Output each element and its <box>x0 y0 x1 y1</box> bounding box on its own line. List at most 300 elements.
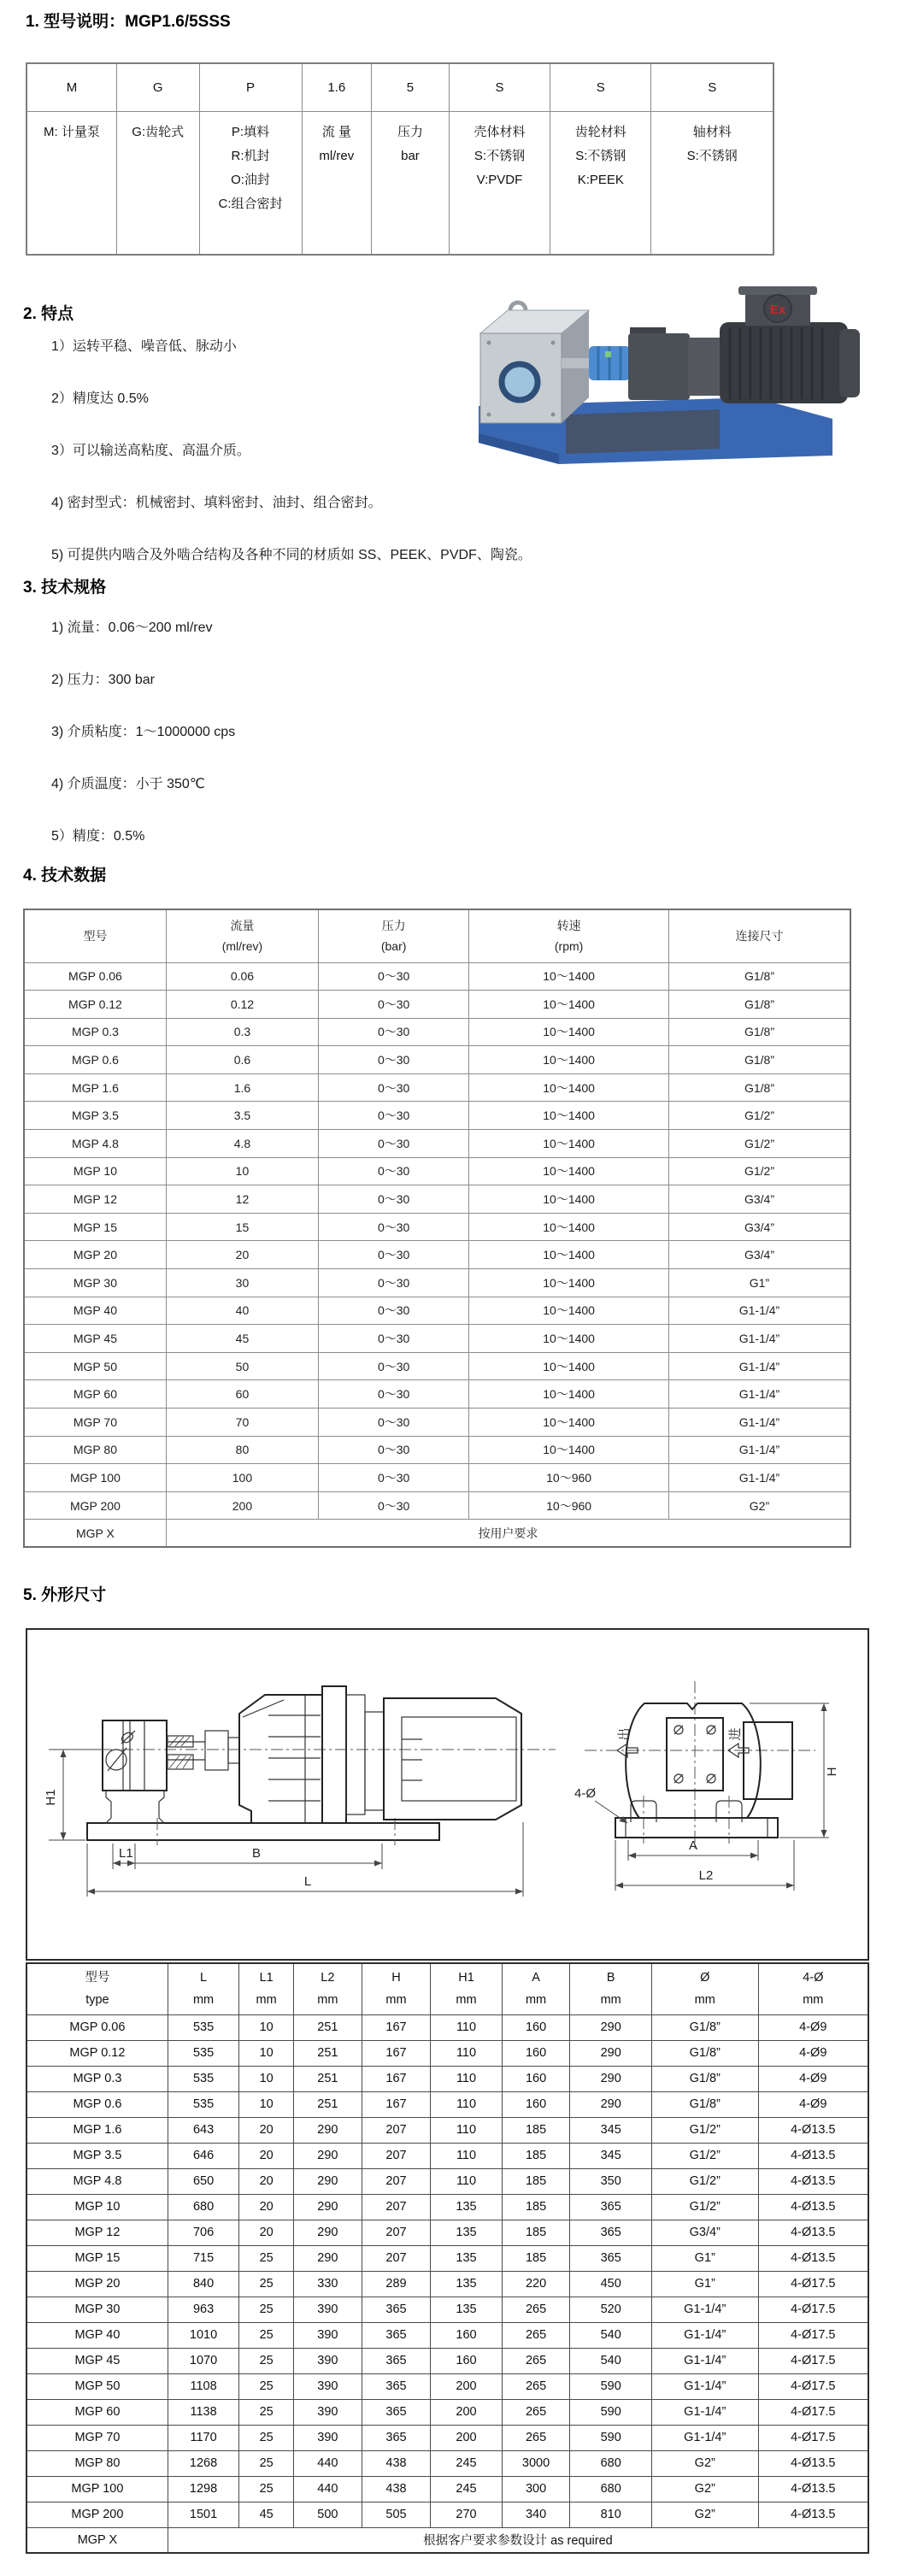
dimensions-table <box>26 1962 869 2554</box>
table-cell: 135 <box>431 2194 502 2220</box>
table-cell: 4-Ø17.5 <box>758 2271 868 2297</box>
table-cell: 440 <box>294 2476 362 2502</box>
table-cell: 270 <box>431 2502 502 2527</box>
table-cell: 25 <box>239 2399 294 2425</box>
table-cell: 10～1400 <box>469 1102 669 1130</box>
table-cell: 10～960 <box>469 1464 669 1492</box>
table-cell: 0～30 <box>319 1491 469 1520</box>
table-row <box>24 1297 850 1325</box>
table-cell: G1/2” <box>668 1157 850 1185</box>
table-cell: 110 <box>431 2091 502 2117</box>
table-cell: MGP 80 <box>24 1436 166 1464</box>
table-cell: 0～30 <box>319 1464 469 1492</box>
table-cell: 10～1400 <box>469 1185 669 1214</box>
custom-row <box>24 1520 850 1548</box>
table-row <box>26 2194 868 2220</box>
table-cell: 110 <box>431 2168 502 2194</box>
table-cell: 110 <box>431 2117 502 2143</box>
table-cell: 20 <box>239 2168 294 2194</box>
table-cell: G1” <box>651 2245 758 2271</box>
table-row <box>24 991 850 1019</box>
table-cell: 350 <box>570 2168 652 2194</box>
table-cell: 185 <box>502 2220 570 2245</box>
table-cell: 0～30 <box>319 1018 469 1046</box>
inlet-label: 进 <box>728 1727 743 1741</box>
table-cell: 290 <box>294 2194 362 2220</box>
table-cell: 80 <box>166 1436 318 1464</box>
table-row <box>24 1380 850 1409</box>
table-cell: 535 <box>168 2091 238 2117</box>
table-cell: MGP 20 <box>26 2271 168 2297</box>
table-cell: 265 <box>502 2348 570 2373</box>
table-cell: 290 <box>294 2220 362 2245</box>
table-cell: 60 <box>166 1380 318 1409</box>
table-cell: 167 <box>362 2091 431 2117</box>
table-cell: 590 <box>570 2373 652 2399</box>
table-cell: 500 <box>294 2502 362 2527</box>
table-cell: G1-1/4” <box>668 1409 850 1437</box>
table-cell: 0.6 <box>166 1046 318 1074</box>
table-cell: MGP 1.6 <box>26 2117 168 2143</box>
column-header: 流量 (ml/rev) <box>166 909 318 962</box>
table-cell: 390 <box>294 2348 362 2373</box>
table-cell: MGP 20 <box>24 1241 166 1269</box>
table-cell: MGP 60 <box>26 2399 168 2425</box>
table-cell: 0～30 <box>319 1130 469 1158</box>
table-cell: 185 <box>502 2194 570 2220</box>
table-cell: 10 <box>239 2040 294 2066</box>
table-cell: 25 <box>239 2322 294 2348</box>
table-cell: 440 <box>294 2450 362 2476</box>
table-row <box>26 2348 868 2373</box>
table-cell: 4-Ø9 <box>758 2091 868 2117</box>
table-cell: G1” <box>668 1269 850 1297</box>
table-cell: 963 <box>168 2297 238 2322</box>
column-header: H mm <box>362 1963 431 2014</box>
table-cell: 680 <box>168 2194 238 2220</box>
table-cell: 0～30 <box>319 1185 469 1214</box>
table-cell: 135 <box>431 2220 502 2245</box>
table-cell: 0～30 <box>319 962 469 991</box>
column-header: B mm <box>570 1963 652 2014</box>
technical-data-table <box>23 909 851 1548</box>
table-cell: 200 <box>166 1491 318 1520</box>
table-cell: 330 <box>294 2271 362 2297</box>
code-meaning-cell: 齿轮材料 S:不锈钢 K:PEEK <box>550 111 651 255</box>
table-cell: G1-1/4” <box>668 1325 850 1353</box>
table-cell: MGP 30 <box>26 2297 168 2322</box>
table-cell: 4.8 <box>166 1130 318 1158</box>
table-cell: 0～30 <box>319 991 469 1019</box>
table-cell: 0.06 <box>166 962 318 991</box>
table-cell: 10 <box>166 1157 318 1185</box>
column-header: 连接尺寸 <box>668 909 850 962</box>
table-cell: 25 <box>239 2373 294 2399</box>
table-cell: MGP 70 <box>24 1409 166 1437</box>
table-cell: 680 <box>570 2450 652 2476</box>
column-header: 型号 <box>24 909 166 962</box>
table-cell: 680 <box>570 2476 652 2502</box>
dim-label-h1: H1 <box>44 1789 58 1806</box>
table-cell: 1298 <box>168 2476 238 2502</box>
ex-label: Ex <box>769 303 786 317</box>
column-header: 压力 (bar) <box>319 909 469 962</box>
table-cell: G3/4” <box>668 1213 850 1241</box>
code-meaning-cell: M: 计量泵 <box>26 111 116 255</box>
table-cell: 207 <box>362 2168 431 2194</box>
table-cell: 1070 <box>168 2348 238 2373</box>
table-cell: G1/8” <box>651 2066 758 2091</box>
table-cell: MGP 10 <box>24 1157 166 1185</box>
table-cell: 540 <box>570 2322 652 2348</box>
table-cell: 365 <box>362 2425 431 2450</box>
table-cell: MGP 60 <box>24 1380 166 1409</box>
table-cell: MGP 40 <box>26 2322 168 2348</box>
table-cell: G3/4” <box>668 1241 850 1269</box>
table-cell: 4-Ø13.5 <box>758 2220 868 2245</box>
table-cell: 4-Ø17.5 <box>758 2425 868 2450</box>
table-cell: MGP 0.6 <box>26 2091 168 2117</box>
table-cell: 290 <box>570 2091 652 2117</box>
table-cell: 0～30 <box>319 1352 469 1380</box>
table-cell: 4-Ø13.5 <box>758 2502 868 2527</box>
table-cell: 135 <box>431 2297 502 2322</box>
table-cell: 365 <box>362 2348 431 2373</box>
table-cell: 10～1400 <box>469 962 669 991</box>
table-cell: MGP 0.06 <box>24 962 166 991</box>
list-item: 4) 密封型式：机械密封、填料密封、油封、组合密封。 <box>51 496 382 510</box>
table-row <box>24 1046 850 1074</box>
table-cell: 3000 <box>502 2450 570 2476</box>
column-header: 型号 type <box>26 1963 168 2014</box>
table-cell: 10 <box>239 2066 294 2091</box>
table-cell: 0～30 <box>319 1102 469 1130</box>
table-cell: G1-1/4” <box>651 2322 758 2348</box>
table-cell: 1268 <box>168 2450 238 2476</box>
table-row <box>26 2220 868 2245</box>
table-cell: 4-Ø13.5 <box>758 2194 868 2220</box>
code-meaning-cell: 压力 bar <box>372 111 450 255</box>
table-cell: 0～30 <box>319 1436 469 1464</box>
list-item: 1) 流量：0.06～200 ml/rev <box>51 620 213 635</box>
table-row <box>26 2450 868 2476</box>
table-cell: 840 <box>168 2271 238 2297</box>
table-cell: 4-Ø17.5 <box>758 2297 868 2322</box>
table-cell: 4-Ø17.5 <box>758 2399 868 2425</box>
table-cell: 200 <box>431 2373 502 2399</box>
table-cell: G1/2” <box>668 1130 850 1158</box>
table-cell: MGP 1.6 <box>24 1073 166 1102</box>
table-cell: 20 <box>239 2143 294 2168</box>
table-cell: MGP 0.3 <box>26 2066 168 2091</box>
table-row <box>24 1325 850 1353</box>
table-row <box>26 2168 868 2194</box>
table-cell: 290 <box>570 2040 652 2066</box>
table-cell: 4-Ø13.5 <box>758 2476 868 2502</box>
table-cell: G1-1/4” <box>668 1380 850 1409</box>
table-cell: 340 <box>502 2502 570 2527</box>
table-cell: 20 <box>239 2194 294 2220</box>
table-cell: 200 <box>431 2425 502 2450</box>
table-cell: MGP 4.8 <box>26 2168 168 2194</box>
table-cell: MGP 0.12 <box>24 991 166 1019</box>
table-row <box>26 2091 868 2117</box>
table-cell: 10～1400 <box>469 1157 669 1185</box>
table-cell: 10～1400 <box>469 1213 669 1241</box>
table-cell: 0～30 <box>319 1297 469 1325</box>
table-cell: G2” <box>651 2476 758 2502</box>
table-cell: 706 <box>168 2220 238 2245</box>
column-header: L2 mm <box>294 1963 362 2014</box>
table-cell: 110 <box>431 2066 502 2091</box>
table-cell: 20 <box>239 2117 294 2143</box>
table-cell: 251 <box>294 2040 362 2066</box>
code-meaning-cell: 壳体材料 S:不锈钢 V:PVDF <box>449 111 550 255</box>
table-cell: G1-1/4” <box>668 1297 850 1325</box>
table-cell: 290 <box>570 2066 652 2091</box>
table-cell: 390 <box>294 2373 362 2399</box>
table-cell: MGP 3.5 <box>26 2143 168 2168</box>
features-list <box>51 335 532 596</box>
list-item: 4) 介质温度：小于 350℃ <box>51 777 205 791</box>
table-cell: 160 <box>502 2091 570 2117</box>
table-cell: 20 <box>239 2220 294 2245</box>
table-cell: 643 <box>168 2117 238 2143</box>
dim-label-l2: L2 <box>698 1868 714 1883</box>
table-cell: 10～1400 <box>469 1130 669 1158</box>
table-cell: MGP 100 <box>26 2476 168 2502</box>
table-cell: 10～1400 <box>469 1269 669 1297</box>
table-cell: 207 <box>362 2245 431 2271</box>
column-header: 4-Ø mm <box>758 1963 868 2014</box>
table-row <box>26 2399 868 2425</box>
column-header: L1 mm <box>239 1963 294 2014</box>
table-cell: MGP 0.3 <box>24 1018 166 1046</box>
table-cell: G1/8” <box>651 2040 758 2066</box>
outline-drawing-svg <box>27 1630 868 1959</box>
table-cell: 1138 <box>168 2399 238 2425</box>
table-cell: 520 <box>570 2297 652 2322</box>
table-cell: MGP 100 <box>24 1464 166 1492</box>
table-cell: 160 <box>502 2014 570 2040</box>
code-header: 5 <box>372 63 450 111</box>
dim-label-h: H <box>825 1767 839 1777</box>
table-row <box>26 2040 868 2066</box>
table-cell: 160 <box>502 2066 570 2091</box>
table-cell: 50 <box>166 1352 318 1380</box>
table-cell: 45 <box>239 2502 294 2527</box>
table-cell: MGP 50 <box>24 1352 166 1380</box>
table-cell: 4-Ø9 <box>758 2014 868 2040</box>
table-cell: 1108 <box>168 2373 238 2399</box>
table-cell: 390 <box>294 2297 362 2322</box>
table-cell: 390 <box>294 2399 362 2425</box>
table-cell: G1/2” <box>651 2117 758 2143</box>
table-cell: MGP 80 <box>26 2450 168 2476</box>
table-cell: 1.6 <box>166 1073 318 1102</box>
table-cell: MGP 0.06 <box>26 2014 168 2040</box>
table-cell: MGP 15 <box>26 2245 168 2271</box>
table-cell: 12 <box>166 1185 318 1214</box>
table-cell: MGP 10 <box>26 2194 168 2220</box>
table-cell: 1170 <box>168 2425 238 2450</box>
table-cell: 390 <box>294 2425 362 2450</box>
table-row <box>24 1130 850 1158</box>
table-cell: MGP 12 <box>24 1185 166 1214</box>
table-row <box>26 2066 868 2091</box>
table-cell: 10～1400 <box>469 991 669 1019</box>
table-cell: MGP 200 <box>26 2502 168 2527</box>
table-cell: MGP 0.6 <box>24 1046 166 1074</box>
code-header: S <box>550 63 651 111</box>
table-cell: 135 <box>431 2271 502 2297</box>
table-cell: 0.12 <box>166 991 318 1019</box>
code-header: 1.6 <box>302 63 372 111</box>
table-cell: 365 <box>570 2220 652 2245</box>
table-cell: 167 <box>362 2040 431 2066</box>
table-cell: 365 <box>570 2245 652 2271</box>
table-cell: 265 <box>502 2322 570 2348</box>
code-meaning-cell: P:填料 R:机封 O:油封 C:组合密封 <box>199 111 302 255</box>
table-cell: 15 <box>166 1213 318 1241</box>
table-cell: 167 <box>362 2066 431 2091</box>
table-cell: 1501 <box>168 2502 238 2527</box>
table-cell: 438 <box>362 2476 431 2502</box>
table-cell: 25 <box>239 2476 294 2502</box>
table-cell: 265 <box>502 2373 570 2399</box>
list-item: 2）精度达 0.5% <box>51 391 149 406</box>
table-cell: 167 <box>362 2014 431 2040</box>
outlet-label: 出 <box>617 1727 632 1741</box>
table-cell: 40 <box>166 1297 318 1325</box>
section-2-heading: 2. 特点 <box>23 305 74 323</box>
table-cell: 110 <box>431 2143 502 2168</box>
table-cell: 25 <box>239 2245 294 2271</box>
table-cell: 25 <box>239 2450 294 2476</box>
code-header: P <box>199 63 302 111</box>
table-cell: G1-1/4” <box>651 2297 758 2322</box>
code-header: M <box>26 63 116 111</box>
table-cell: 290 <box>294 2245 362 2271</box>
table-cell: 4-Ø9 <box>758 2040 868 2066</box>
column-header: L mm <box>168 1963 238 2014</box>
table-cell: MGP 50 <box>26 2373 168 2399</box>
table-cell: 10 <box>239 2014 294 2040</box>
table-row <box>24 1352 850 1380</box>
table-cell: 450 <box>570 2271 652 2297</box>
table-cell: 0～30 <box>319 1380 469 1409</box>
table-cell: G1-1/4” <box>651 2399 758 2425</box>
table-cell: G3/4” <box>651 2220 758 2245</box>
table-cell: 646 <box>168 2143 238 2168</box>
table-cell: 207 <box>362 2143 431 2168</box>
table-cell: 4-Ø9 <box>758 2066 868 2091</box>
table-cell: 251 <box>294 2091 362 2117</box>
table-cell: MGP 4.8 <box>24 1130 166 1158</box>
custom-row <box>26 2527 868 2553</box>
table-cell: 25 <box>239 2425 294 2450</box>
code-meaning-cell: 流 量 ml/rev <box>302 111 372 255</box>
table-cell: 3.5 <box>166 1102 318 1130</box>
table-cell: 0～30 <box>319 1269 469 1297</box>
table-row <box>24 1213 850 1241</box>
table-cell: 535 <box>168 2066 238 2091</box>
table-cell: G1/2” <box>651 2194 758 2220</box>
table-cell: 10～1400 <box>469 1352 669 1380</box>
table-cell: G1/8” <box>668 1018 850 1046</box>
table-cell: G2” <box>668 1491 850 1520</box>
table-cell: 290 <box>294 2168 362 2194</box>
table-row <box>26 2117 868 2143</box>
table-cell: 10～1400 <box>469 1380 669 1409</box>
table-cell: G3/4” <box>668 1185 850 1214</box>
table-cell: 365 <box>362 2373 431 2399</box>
dim-label-a: A <box>688 1838 698 1853</box>
code-header: G <box>116 63 199 111</box>
table-cell: 590 <box>570 2399 652 2425</box>
table-cell: 265 <box>502 2399 570 2425</box>
table-cell: 438 <box>362 2450 431 2476</box>
table-cell: 300 <box>502 2476 570 2502</box>
table-cell: 70 <box>166 1409 318 1437</box>
table-cell: 207 <box>362 2117 431 2143</box>
table-cell: 0～30 <box>319 1157 469 1185</box>
list-item: 3）可以输送高粘度、高温介质。 <box>51 444 250 458</box>
table-cell: G1/2” <box>651 2168 758 2194</box>
table-cell: 390 <box>294 2322 362 2348</box>
list-item: 5) 可提供内啮合及外啮合结构及各种不同的材质如 SS、PEEK、PVDF、陶瓷。 <box>51 548 532 562</box>
table-row <box>24 1409 850 1437</box>
list-item: 1）运转平稳、噪音低、脉动小 <box>51 339 237 354</box>
table-cell: 0～30 <box>319 1213 469 1241</box>
table-cell: 207 <box>362 2194 431 2220</box>
table-cell: 135 <box>431 2245 502 2271</box>
table-cell: MGP 40 <box>24 1297 166 1325</box>
pump-photo-image <box>463 286 874 474</box>
table-cell: G1/8” <box>651 2091 758 2117</box>
table-cell: MGP 70 <box>26 2425 168 2450</box>
table-cell: 535 <box>168 2040 238 2066</box>
table-cell: 0～30 <box>319 1409 469 1437</box>
table-cell: 0～30 <box>319 1046 469 1074</box>
table-row <box>26 2143 868 2168</box>
table-cell: G1-1/4” <box>668 1352 850 1380</box>
table-cell: G2” <box>651 2502 758 2527</box>
table-cell: 715 <box>168 2245 238 2271</box>
table-row <box>24 1185 850 1214</box>
table-cell: 345 <box>570 2117 652 2143</box>
table-cell: G1-1/4” <box>651 2373 758 2399</box>
table-cell: 220 <box>502 2271 570 2297</box>
list-item: 5）精度：0.5% <box>51 829 145 844</box>
table-row <box>26 2271 868 2297</box>
table-cell: 185 <box>502 2245 570 2271</box>
table-cell: 251 <box>294 2014 362 2040</box>
specs-list <box>51 616 235 877</box>
table-row <box>24 1157 850 1185</box>
table-row <box>24 1018 850 1046</box>
table-cell: 540 <box>570 2348 652 2373</box>
table-cell: 810 <box>570 2502 652 2527</box>
table-cell: 10～1400 <box>469 1073 669 1102</box>
model-code-table <box>26 62 774 256</box>
table-cell: 0～30 <box>319 1325 469 1353</box>
table-cell: G2” <box>651 2450 758 2476</box>
column-header: Ø mm <box>651 1963 758 2014</box>
table-cell: 185 <box>502 2168 570 2194</box>
code-header: S <box>651 63 774 111</box>
table-cell: MGP 45 <box>26 2348 168 2373</box>
